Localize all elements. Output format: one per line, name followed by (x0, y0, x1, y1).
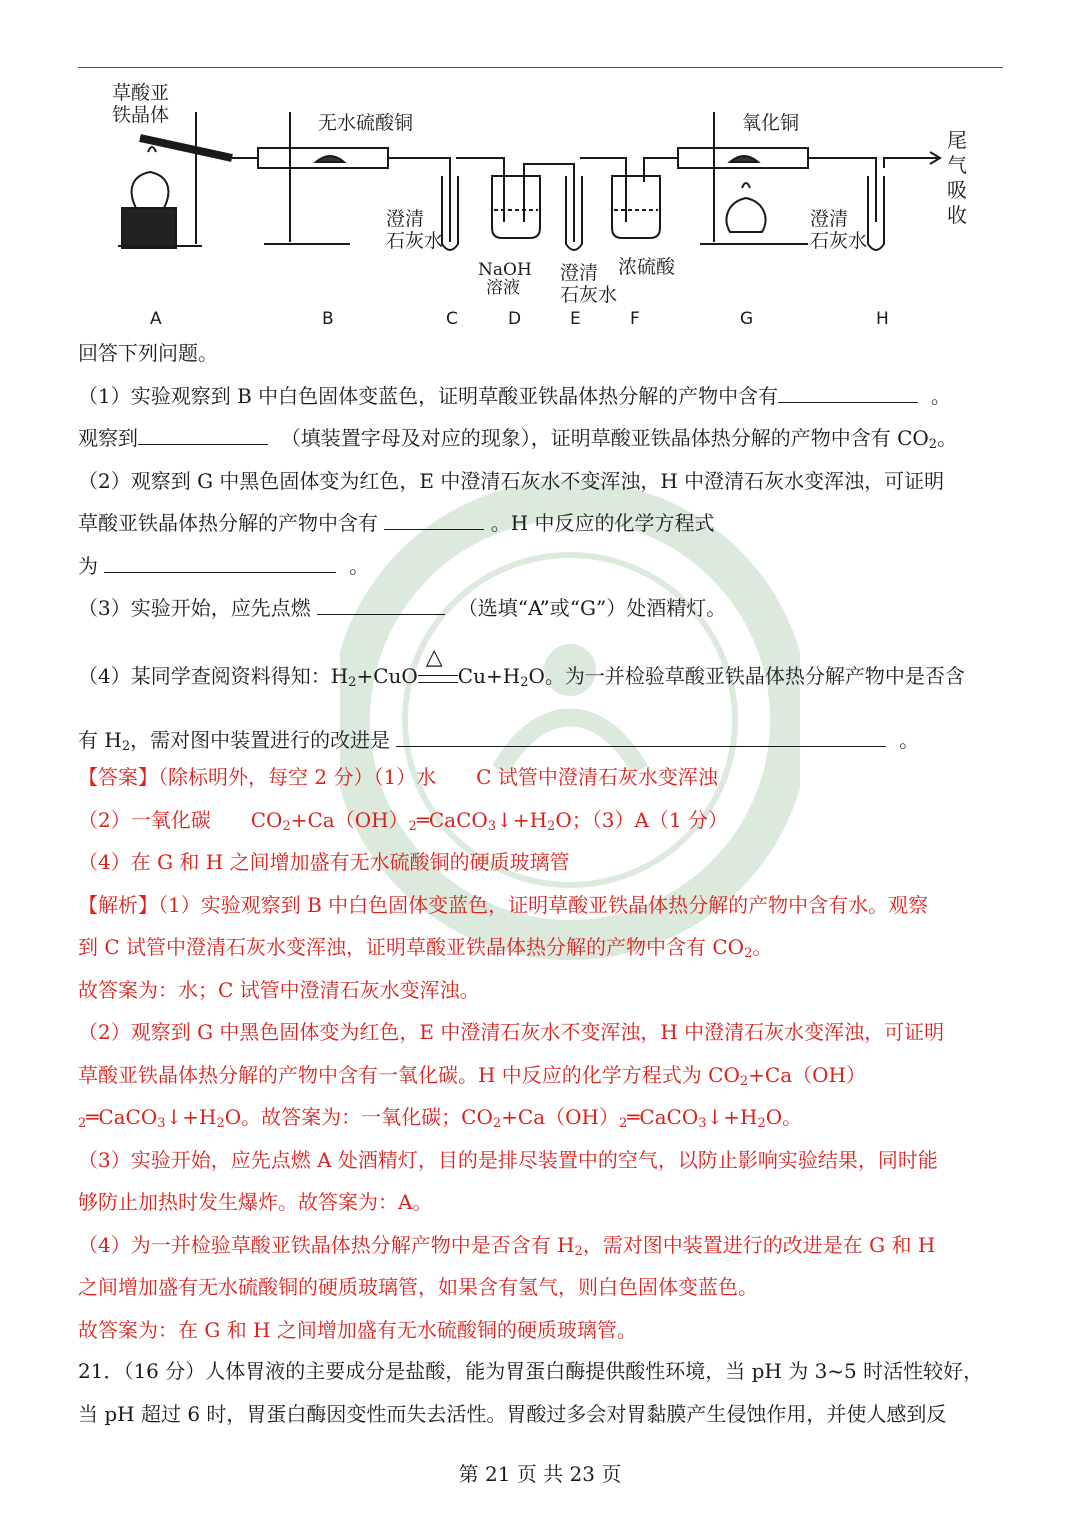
ans2-d: ↓+H (496, 807, 548, 832)
q4-b-post: ，需对图中装置进行的改进是 (130, 728, 391, 752)
q2-b-post: 。H 中反应的化学方程式 (490, 511, 715, 535)
label-f: 浓硫酸 (618, 256, 676, 278)
q2-blank-1[interactable] (384, 505, 484, 530)
analysis-line-9: （4）为一并检验草酸亚铁晶体热分解产物中是否含有 $H_2$，需对图中装置进行的改进是在 G 和 H (78, 1232, 936, 1259)
analysis-line-5: 草酸亚铁晶体热分解的产物中含有一氧化碳。H 中反应的化学方程式为 $CO_2+Ca(OH)$ (78, 1062, 866, 1089)
letter-f: F (630, 309, 640, 329)
q2-c-pre: 为 (78, 553, 98, 578)
ans2-b: +Ca（OH） (290, 807, 409, 832)
q2-line-c (78, 545, 1008, 588)
an6-a: ═CaCO (86, 1105, 158, 1129)
ans2-c: ═CaCO (416, 807, 488, 832)
analysis-line-4: （2）观察到 G 中黑色固体变为红色，E 中澄清石灰水不变浑浊，H 中澄清石灰水变浑浊，可证明 (78, 1020, 945, 1044)
an5-b: +Ca（OH） (748, 1062, 866, 1087)
q4-blank[interactable] (396, 722, 886, 747)
question-intro: 回答下列问题。 (78, 341, 218, 365)
q2-b-pre: 草酸亚铁晶体热分解的产物中含有 (78, 511, 378, 535)
label-h-top: 澄清 (810, 208, 849, 230)
answer-line-2: （2）一氧化碳 $CO_2+Ca(OH)_2═CaCO_3↓+H_2O$；（3）A（1 分） (78, 807, 728, 834)
letter-a: A (150, 309, 162, 329)
q1-text-a: （1）实验观察到 B 中白色固体变蓝色，证明草酸亚铁晶体热分解的产物中含有 (78, 383, 779, 408)
analysis-line-11: 故答案为：在 G 和 H 之间增加盛有无水硫酸铜的硬质玻璃管。 (78, 1317, 637, 1342)
an6-b: ↓+H (165, 1105, 217, 1129)
g-lamp (727, 198, 766, 232)
q4-a2: +CuO (356, 664, 418, 688)
q4-line-b (78, 722, 1008, 753)
q4-b-pre: 有 H (78, 728, 122, 752)
q1-b-post: （填装置字母及对应的现象），证明草酸亚铁晶体热分解的产物中含有 CO (280, 426, 929, 450)
letter-c: C (446, 309, 458, 329)
q4-b-sub: 2 (121, 739, 131, 754)
page-footer: 第 21 页 共 23 页 (458, 1462, 622, 1486)
label-d-bottom: 溶液 (486, 278, 520, 298)
label-c-bottom: 石灰水 (386, 230, 444, 252)
q3-line (78, 587, 1008, 630)
q4-a1: （4）某同学查阅资料得知：H (78, 664, 349, 688)
q1-line-b (78, 417, 1008, 460)
apparatus-drawing (78, 72, 1003, 340)
ans2-a: （2）一氧化碳 CO (78, 807, 283, 832)
q4-sub1: 2 (348, 675, 357, 690)
letter-h: H (876, 309, 889, 329)
letter-d: D (508, 309, 522, 329)
question-block (78, 332, 1008, 630)
analysis-line-8: 够防止加热时发生爆炸。故答案为：A。 (78, 1190, 433, 1214)
an6-c: O。故答案为：一氧化碳；CO (224, 1105, 493, 1129)
q4-a4: O。为一并检验草酸亚铁晶体热分解产物中是否含 (528, 664, 965, 688)
q4-b-end: 。 (899, 728, 920, 752)
answer-line-1: 【答案】（除标明外，每空 2 分）（1）水 C 试管中澄清石灰水变浑浊 (78, 765, 718, 789)
label-d-top: NaOH (478, 260, 532, 280)
label-a-bottom: 铁晶体 (112, 104, 170, 126)
analysis-line-2: 到 C 试管中澄清石灰水变浑浊，证明草酸亚铁晶体热分解的产物中含有 $CO_2$。 (78, 935, 773, 961)
a-flame (148, 147, 156, 152)
analysis-line-7: （3）实验开始，应先点燃 A 处酒精灯，目的是排尽装置中的空气，以防止影响实验结果，同时能 (78, 1147, 938, 1172)
answer-line-3: （4）在 G 和 H 之间增加盛有无水硫酸铜的硬质玻璃管 (78, 850, 570, 874)
label-tail-gas: 尾气吸收 (947, 128, 967, 227)
top-rule (78, 67, 1003, 68)
an9-a: （4）为一并检验草酸亚铁晶体热分解产物中是否含有 H (78, 1232, 575, 1257)
q4-sub2: 2 (520, 675, 529, 690)
q2-line-a: （2）观察到 G 中黑色固体变为红色，E 中澄清石灰水不变浑浊，H 中澄清石灰水变浑浊，可证明 (78, 468, 945, 493)
ans2-e: O；（3）A（1 分） (555, 807, 728, 832)
q1-blank-1[interactable] (778, 378, 918, 403)
heat-equals-sign (418, 645, 458, 683)
letter-b: B (322, 309, 334, 329)
a-lamp (132, 172, 169, 208)
a-base-block (122, 208, 176, 248)
q1-b-end: 。 (937, 426, 958, 450)
q1-end: 。 (930, 383, 951, 408)
q4-line-a (78, 645, 1008, 690)
label-c-top: 澄清 (386, 208, 425, 230)
label-h-bottom: 石灰水 (810, 230, 868, 252)
q2-blank-2[interactable] (104, 548, 336, 573)
label-g: 氧化铜 (742, 112, 800, 134)
q2-c-end: 。 (349, 553, 370, 578)
q3-pre: （3）实验开始，应先点燃 (78, 596, 311, 620)
d-bottle (492, 176, 540, 238)
q4-a3: Cu+H (457, 664, 521, 688)
q1-b-pre: 观察到 (78, 426, 138, 450)
analysis-line-1: 【解析】（1）实验观察到 B 中白色固体变蓝色，证明草酸亚铁晶体热分解的产物中含有水。观察 (78, 892, 929, 917)
letter-e: E (570, 309, 581, 329)
an6-f: ↓+H (706, 1105, 758, 1129)
an6-e: ═CaCO (627, 1105, 699, 1129)
next-question-line-2: 当 pH 超过 6 时，胃蛋白酶因变性而失去活性。胃酸过多会对胃黏膜产生侵蚀作用，并使人感到反 (78, 1401, 947, 1426)
heat-delta-icon: △ (425, 645, 443, 670)
q3-blank[interactable] (317, 590, 445, 615)
letter-g: G (740, 309, 754, 329)
an2-b: 。 (752, 935, 773, 959)
f-bottle (612, 176, 660, 238)
apparatus-diagram (78, 72, 1003, 340)
b-solid (316, 156, 344, 162)
an6-d: +Ca（OH） (501, 1105, 619, 1129)
next-question-block (78, 1350, 1008, 1435)
answer-block (78, 756, 1008, 1351)
an6-g: O。 (765, 1105, 803, 1129)
an5-a: 草酸亚铁晶体热分解的产物中含有一氧化碳。H 中反应的化学方程式为 CO (78, 1062, 740, 1087)
q1-blank-2[interactable] (138, 420, 268, 445)
label-b: 无水硫酸铜 (318, 112, 414, 134)
q1-b-sub: 2 (928, 437, 938, 452)
q1-line-a (78, 375, 1008, 418)
label-e-bottom: 石灰水 (560, 284, 618, 306)
label-a-top: 草酸亚 (112, 82, 170, 104)
an9-b: ，需对图中装置进行的改进是在 G 和 H (582, 1232, 936, 1257)
q2-line-b (78, 502, 1008, 545)
an2-a: 到 C 试管中澄清石灰水变浑浊，证明草酸亚铁晶体热分解的产物中含有 CO (78, 935, 745, 959)
analysis-line-3: 故答案为：水；C 试管中澄清石灰水变浑浊。 (78, 977, 480, 1002)
label-e-top: 澄清 (560, 262, 599, 284)
analysis-line-10: 之间增加盛有无水硫酸铜的硬质玻璃管，如果含有氢气，则白色固体变蓝色。 (78, 1275, 758, 1299)
analysis-line-6: $_2═CaCO_3↓+H_2O$。故答案为：一氧化碳；$CO_2+Ca(OH)_2═CaCO_3↓+H_2O$。 (78, 1105, 803, 1131)
next-question-line-1: 21．（16 分）人体胃液的主要成分是盐酸，能为胃蛋白酶提供酸性环境，当 pH 为 3~5 时活性较好， (78, 1359, 984, 1383)
q3-post: （选填“A”或“G”）处酒精灯。 (457, 596, 727, 620)
